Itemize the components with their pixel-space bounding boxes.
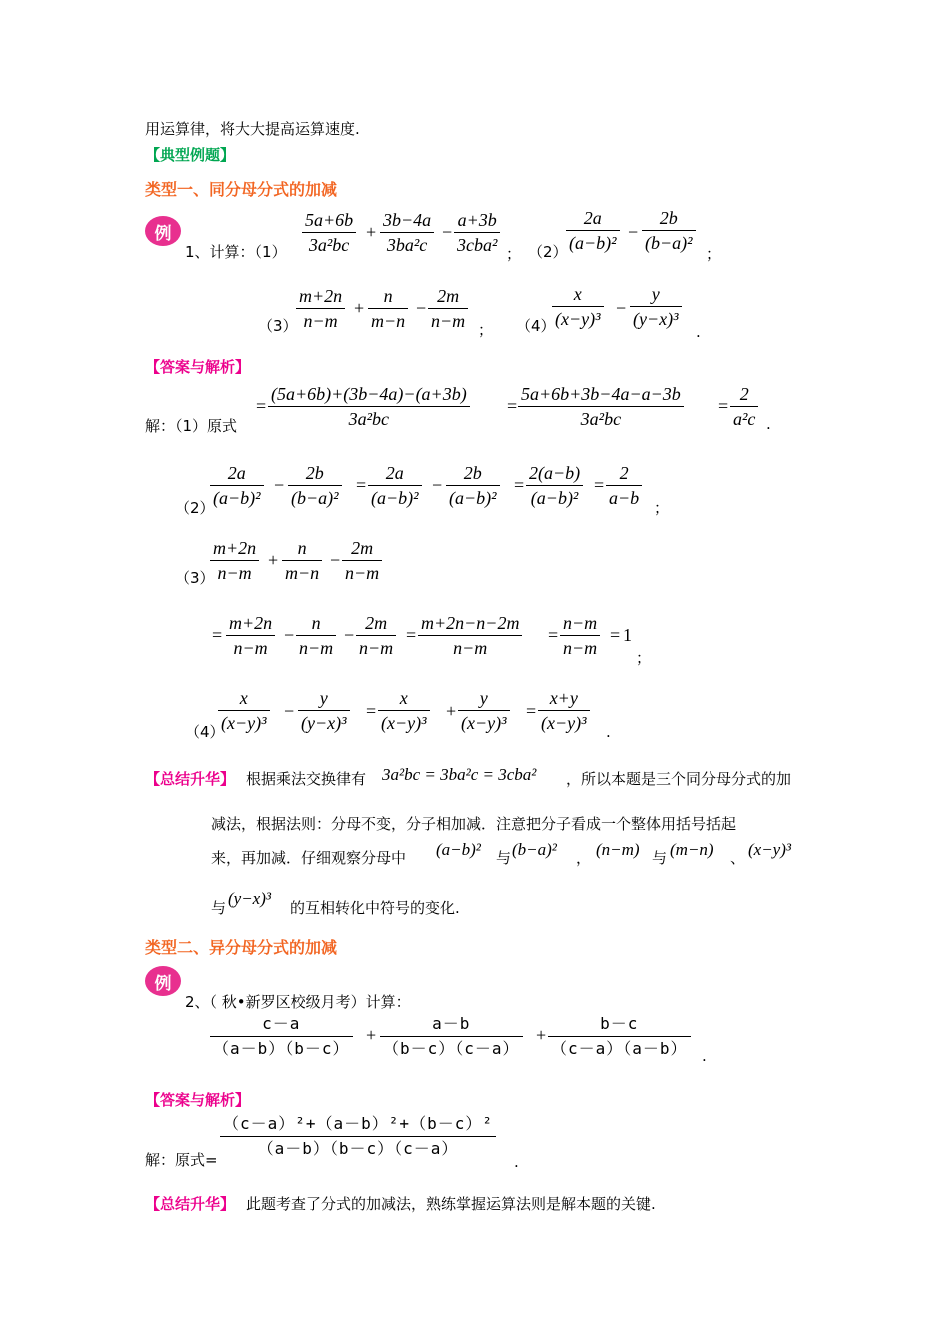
ex2-label: 2、（ 秋•新罗区校级月考）计算： <box>185 993 411 1011</box>
summary1-comma: ， <box>576 849 592 867</box>
ex1-p2-frac1: 2a (a−b)² <box>566 206 620 255</box>
summary1-dun: 、 <box>730 849 746 867</box>
summary1-m3: (n−m) <box>596 840 640 859</box>
summary1-m1: (a−b)² <box>436 840 481 859</box>
summary1-yu1: 与 <box>496 849 512 867</box>
summary1-m4: (m−n) <box>670 840 714 859</box>
ex2-end: . <box>702 1047 707 1065</box>
summary-title-2: 【总结升华】 <box>145 1195 236 1213</box>
ex1-p3-frac1: m+2n n−m <box>296 284 345 333</box>
sol1-eq3: = <box>718 396 729 416</box>
sol2-frac1: 2a (a−b)² <box>210 461 264 510</box>
sol3-eq4: = <box>610 625 621 645</box>
sol2-op2: − <box>432 475 443 495</box>
sol-ex2-end: . <box>514 1153 519 1171</box>
sol3-label: （3） <box>175 569 215 587</box>
ex1-p4-op: − <box>616 298 627 318</box>
sol2-eq1: = <box>356 475 367 495</box>
summary1-text2: ，所以本题是三个同分母分式的加 <box>566 770 792 788</box>
ex1-p1-op1: + <box>366 222 377 242</box>
answer-title-1: 【答案与解析】 <box>145 358 251 376</box>
sol2-label: （2） <box>175 499 215 517</box>
sol3-eq2: = <box>406 625 417 645</box>
sol2-eq2: = <box>514 475 525 495</box>
summary1-m5: (x−y)³ <box>748 840 791 859</box>
sol-ex2-frac: （c－a）²+（a－b）²+（b－c）² （a－b）（b－c）（c－a） <box>220 1112 496 1161</box>
sol3-op4: − <box>344 625 355 645</box>
summary1-yu2: 与 <box>652 849 668 867</box>
ex1-p2-frac2: 2b (b−a)² <box>642 206 696 255</box>
sol3-op2: − <box>330 550 341 570</box>
ex1-p4-label: （4） <box>516 317 556 335</box>
sol2-frac6: 2 a−b <box>606 461 642 510</box>
sol1-eq2: = <box>507 396 518 416</box>
sol4-op1: − <box>284 701 295 721</box>
summary1-line4a: 与 <box>211 899 227 917</box>
ex1-p4-frac1: x (x−y)³ <box>552 282 604 331</box>
sol3-end: ； <box>636 649 652 667</box>
sol4-op2: + <box>446 701 457 721</box>
ex1-p3-op2: − <box>416 298 427 318</box>
ex1-p3-frac3: 2m n−m <box>428 284 468 333</box>
sol3-eq3: = <box>548 625 559 645</box>
ex1-label: 1、计算：（1） <box>185 243 287 261</box>
ex1-p1-frac3: a+3b 3cba² <box>454 208 500 257</box>
ex1-p1-frac2: 3b−4a 3ba²c <box>380 208 434 257</box>
sol3-result: 1 <box>623 625 632 645</box>
sol1-frac-b: 5a+6b+3b−4a−a−3b 3a²bc <box>518 382 684 431</box>
type2-title: 类型二、异分母分式的加减 <box>145 938 338 957</box>
sol4-eq2: = <box>526 701 537 721</box>
ex1-p3-op1: + <box>354 298 365 318</box>
sol3-frac5: n n−m <box>296 611 336 660</box>
summary1-m6: (y−x)³ <box>228 889 271 908</box>
ex2-op2: + <box>536 1025 547 1045</box>
sol3-frac1: m+2n n−m <box>210 536 259 585</box>
summary1-line2: 减法，根据法则：分母不变，分子相加减．注意把分子看成一个整体用括号括起 <box>211 815 737 833</box>
summary1-line3: 来，再加减．仔细观察分母中 <box>211 849 407 867</box>
sol3-frac2: n m−n <box>282 536 322 585</box>
ex1-p3-end: ； <box>478 321 494 339</box>
sol4-frac4: y (x−y)³ <box>458 686 510 735</box>
sol4-eq1: = <box>366 701 377 721</box>
intro-text: 用运算律，将大大提高运算速度. <box>145 120 360 138</box>
ex1-p3-frac2: n m−n <box>368 284 408 333</box>
ex2-op1: + <box>366 1025 377 1045</box>
ex1-p4-frac2: y (y−x)³ <box>630 282 682 331</box>
ex1-p1-frac1: 5a+6b 3a²bc <box>302 208 356 257</box>
sol1-end: . <box>766 415 771 433</box>
ex2-frac1: c－a （a－b）（b－c） <box>210 1012 353 1061</box>
sol4-frac1: x (x−y)³ <box>218 686 270 735</box>
sol2-op1: − <box>274 475 285 495</box>
sol3-eq1: = <box>212 625 223 645</box>
ex2-frac3: b－c （c－a）（a－b） <box>548 1012 691 1061</box>
answer-title-2: 【答案与解析】 <box>145 1091 251 1109</box>
sol2-frac5: 2(a−b) (a−b)² <box>526 461 583 510</box>
sol3-frac8: n−m n−m <box>560 611 600 660</box>
summary1-line4b: 的互相转化中符号的变化. <box>290 899 460 917</box>
ex2-frac2: a－b （b－c）（c－a） <box>380 1012 523 1061</box>
sol2-eq3: = <box>594 475 605 495</box>
sol-ex2-label: 解：原式= <box>145 1151 218 1169</box>
example-badge-2: 例 <box>145 966 181 996</box>
sol1-label: 解：（1）原式 <box>145 417 238 435</box>
type1-title: 类型一、同分母分式的加减 <box>145 180 338 199</box>
ex1-p1-end: ； <box>506 245 522 263</box>
sol1-eq1: = <box>256 396 267 416</box>
summary-title-1: 【总结升华】 <box>145 770 236 788</box>
sol3-frac7: m+2n−n−2m n−m <box>418 611 522 660</box>
sol2-frac2: 2b (b−a)² <box>288 461 342 510</box>
sol4-frac2: y (y−x)³ <box>298 686 350 735</box>
sol3-frac3: 2m n−m <box>342 536 382 585</box>
summary2-text: 此题考查了分式的加减法，熟练掌握运算法则是解本题的关键. <box>246 1195 656 1213</box>
ex1-p4-end: . <box>696 323 701 341</box>
sol4-end: . <box>606 723 611 741</box>
ex1-p2-op: − <box>628 222 639 242</box>
summary1-formula: 3a²bc = 3ba²c = 3cba² <box>382 765 537 784</box>
summary1-text1: 根据乘法交换律有 <box>246 770 367 788</box>
sol3-op3: − <box>284 625 295 645</box>
ex1-p2-end: ； <box>706 245 722 263</box>
sol2-frac3: 2a (a−b)² <box>368 461 422 510</box>
sol3-frac4: m+2n n−m <box>226 611 275 660</box>
section-heading-typical: 【典型例题】 <box>145 146 236 164</box>
sol4-frac5: x+y (x−y)³ <box>538 686 590 735</box>
ex1-p3-label: （3） <box>258 317 298 335</box>
sol1-frac-a: (5a+6b)+(3b−4a)−(a+3b) 3a²bc <box>268 382 470 431</box>
sol1-frac-c: 2 a²c <box>730 382 758 431</box>
summary1-m2: (b−a)² <box>512 840 557 859</box>
sol3-op1: + <box>268 550 279 570</box>
sol4-frac3: x (x−y)³ <box>378 686 430 735</box>
sol2-end: ； <box>654 499 670 517</box>
sol2-frac4: 2b (a−b)² <box>446 461 500 510</box>
sol4-label: （4） <box>185 723 225 741</box>
sol3-frac6: 2m n−m <box>356 611 396 660</box>
ex1-p1-op2: − <box>442 222 453 242</box>
ex1-p2-label: （2） <box>528 243 568 261</box>
example-badge-1: 例 <box>145 216 181 246</box>
